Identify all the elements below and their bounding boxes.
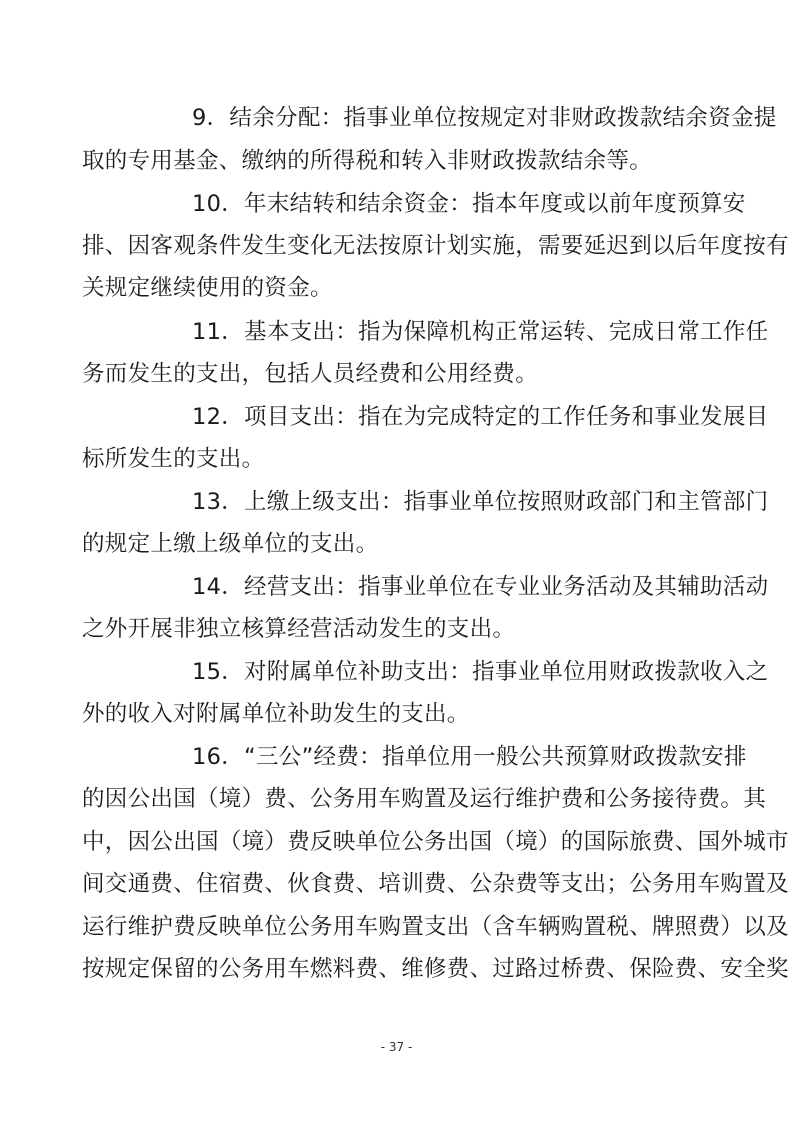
paragraph-9-line-1: 9．结余分配：指事业单位按规定对非财政拨款结余资金提 [192,105,777,131]
paragraph-10-line-3: 关规定继续使用的资金。 [82,275,333,301]
paragraph-12-line-2: 标所发生的支出。 [82,446,265,472]
paragraph-16-line-1: 16．“三公”经费：指单位用一般公共预算财政拨款安排 [192,744,747,770]
paragraph-11-line-1: 11．基本支出：指为保障机构正常运转、完成日常工作任 [192,319,769,345]
paragraph-16-line-5: 运行维护费反映单位公务用车购置支出（含车辆购置税、牌照费）以及 [82,914,789,940]
paragraph-16-line-2: 的因公出国（境）费、公务用车购置及运行维护费和公务接待费。其 [82,786,767,812]
paragraph-15-line-2: 外的收入对附属单位补助发生的支出。 [82,701,470,727]
paragraph-14-line-2: 之外开展非独立核算经营活动发生的支出。 [82,616,516,642]
page-number: - 37 - [380,1040,413,1054]
paragraph-16-line-4: 间交通费、住宿费、伙食费、培训费、公杂费等支出；公务用车购置及 [82,871,789,897]
paragraph-9-line-2: 取的专用基金、缴纳的所得税和转入非财政拨款结余等。 [82,148,653,174]
paragraph-14-line-1: 14．经营支出：指事业单位在专业业务活动及其辅助活动 [192,574,769,600]
paragraph-11-line-2: 务而发生的支出，包括人员经费和公用经费。 [82,361,539,387]
paragraph-12-line-1: 12．项目支出：指在为完成特定的工作任务和事业发展目 [192,404,769,430]
paragraph-13-line-1: 13．上缴上级支出：指事业单位按照财政部门和主管部门 [192,489,769,515]
paragraph-15-line-1: 15．对附属单位补助支出：指事业单位用财政拨款收入之 [192,659,769,685]
paragraph-16-line-3: 中，因公出国（境）费反映单位公务出国（境）的国际旅费、国外城市 [82,829,789,855]
paragraph-10-line-2: 排、因客观条件发生变化无法按原计划实施，需要延迟到以后年度按有 [82,233,789,259]
paragraph-16-line-6: 按规定保留的公务用车燃料费、维修费、过路过桥费、保险费、安全奖 [82,956,789,982]
paragraph-10-line-1: 10．年末结转和结余资金：指本年度或以前年度预算安 [192,191,746,217]
paragraph-13-line-2: 的规定上缴上级单位的支出。 [82,531,379,557]
